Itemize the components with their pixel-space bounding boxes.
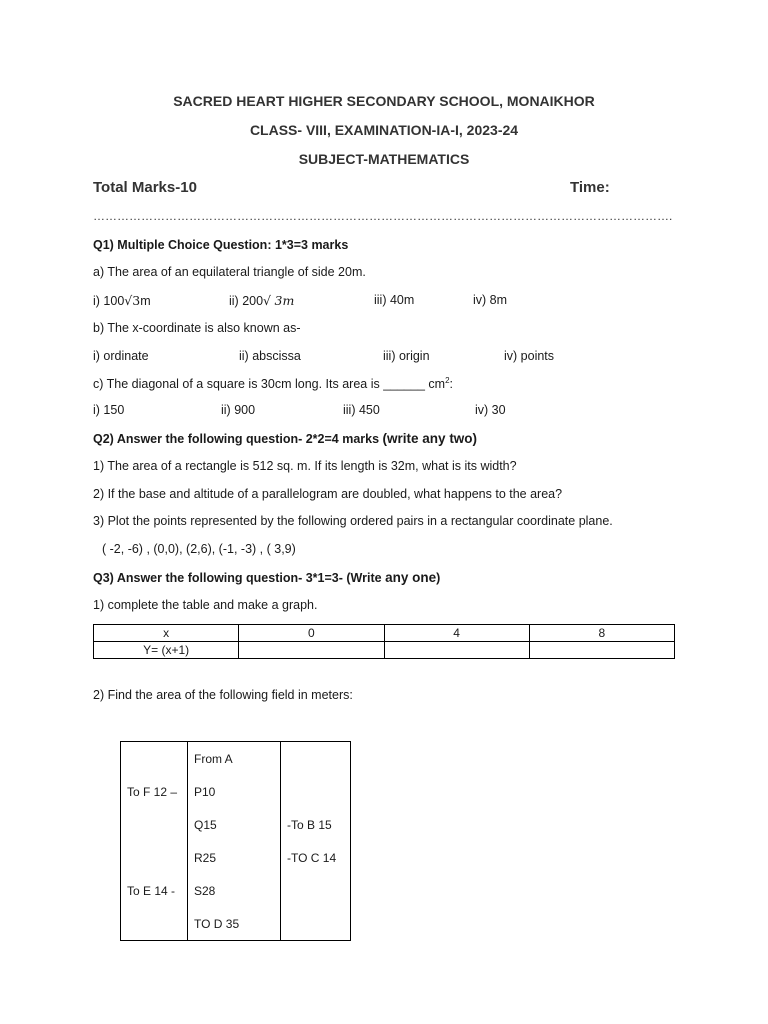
q1b-option-2: ii) abscissa xyxy=(239,349,301,363)
q2-item-3: 3) Plot the points represented by the following ordered pairs in a rectangular coordinate plane. xyxy=(93,514,613,528)
q3-title xyxy=(93,570,440,585)
q1c-option-3: iii) 450 xyxy=(343,403,380,417)
q1a-option-2 xyxy=(229,293,294,308)
table-cell xyxy=(121,808,188,841)
time-label: Time: xyxy=(570,179,610,196)
table-cell xyxy=(529,642,674,659)
table-row xyxy=(121,907,351,941)
q1a-option-1-unit: m xyxy=(140,294,151,308)
q1a-option-1 xyxy=(93,293,151,308)
q1b-option-3: iii) origin xyxy=(383,349,430,363)
q1a-option-1-prefix: i) 100 xyxy=(93,294,125,308)
table-row xyxy=(121,874,351,907)
q2-title xyxy=(93,431,477,446)
q1c-text-main: c) The diagonal of a square is 30cm long. Its area is ______ cm xyxy=(93,377,446,392)
table-cell xyxy=(239,642,384,659)
q3-title-emphasis: any one xyxy=(385,570,437,585)
table-cell xyxy=(281,775,351,808)
q1c-text-end: : xyxy=(449,377,453,392)
class-exam-line: CLASS- VIII, EXAMINATION-IA-I, 2023-24 xyxy=(249,122,519,138)
table-cell xyxy=(281,874,351,907)
q3-item-2: 2) Find the area of the following field in meters: xyxy=(93,688,353,702)
table-row xyxy=(121,775,351,808)
q3-item-1: 1) complete the table and make a graph. xyxy=(93,598,318,612)
q3-title-end: ) xyxy=(436,571,441,585)
separator-line: ………………………………………………………………………………………………………………………………. xyxy=(93,209,673,223)
q1-title: Q1) Multiple Choice Question: 1*3=3 marks xyxy=(93,238,349,252)
q1a-option-2-prefix: ii) 200 xyxy=(229,294,264,308)
superscript-2: 2 xyxy=(445,376,450,385)
table-cell: TO D 35 xyxy=(188,907,281,941)
field-book-table xyxy=(120,741,351,941)
table-cell: To E 14 - xyxy=(121,874,188,907)
q1a-option-4: iv) 8m xyxy=(473,293,508,307)
table-row xyxy=(94,642,675,659)
q2-ordered-pairs: ( -2, -6) , (0,0), (2,6), (-1, -3) , ( 3,9) xyxy=(102,542,296,556)
q1b-option-4: iv) points xyxy=(504,349,555,363)
q1c-option-2: ii) 900 xyxy=(221,403,256,417)
table-cell xyxy=(384,642,529,659)
table-row xyxy=(94,625,675,642)
sqrt-symbol: √3 xyxy=(124,293,141,308)
q1a-option-3: iii) 40m xyxy=(374,293,415,307)
q1c-option-4: iv) 30 xyxy=(475,403,506,417)
table-cell: To F 12 – xyxy=(121,775,188,808)
q1b-option-1: i) ordinate xyxy=(93,349,149,363)
total-marks: Total Marks-10 xyxy=(93,179,197,196)
q2-title-emphasis: (write any two) xyxy=(382,431,478,446)
table-cell: -TO C 14 xyxy=(281,841,351,874)
q3-title-main: Q3) Answer the following question- 3*1=3- (Write xyxy=(93,571,386,585)
q1b-text: b) The x-coordinate is also known as- xyxy=(93,321,301,335)
school-name: SACRED HEART HIGHER SECONDARY SCHOOL, MONAIKHOR xyxy=(173,93,595,109)
table-cell: R25 xyxy=(188,841,281,874)
table-row xyxy=(121,841,351,874)
q1a-text: a) The area of an equilateral triangle of side 20m. xyxy=(93,265,366,279)
table-cell: 4 xyxy=(384,625,529,642)
table-cell: Q15 xyxy=(188,808,281,841)
table-row xyxy=(121,742,351,776)
xy-value-table xyxy=(93,624,675,659)
table-cell xyxy=(121,841,188,874)
q1c-option-1: i) 150 xyxy=(93,403,125,417)
table-cell: -To B 15 xyxy=(281,808,351,841)
table-cell xyxy=(281,742,351,776)
q2-item-1: 1) The area of a rectangle is 512 sq. m. If its length is 32m, what is its width? xyxy=(93,459,517,473)
table-cell xyxy=(121,742,188,776)
table-cell: S28 xyxy=(188,874,281,907)
subject-line: SUBJECT-MATHEMATICS xyxy=(298,151,470,167)
table-cell: From A xyxy=(188,742,281,776)
table-cell: Y= (x+1) xyxy=(94,642,239,659)
table-cell xyxy=(281,907,351,941)
q2-item-2: 2) If the base and altitude of a parallelogram are doubled, what happens to the area? xyxy=(93,487,563,501)
table-row xyxy=(121,808,351,841)
table-cell: x xyxy=(94,625,239,642)
q1c-text xyxy=(93,376,453,391)
q1a-option-2-math: 3m xyxy=(274,293,295,308)
table-cell: 0 xyxy=(239,625,384,642)
sqrt-symbol: √ xyxy=(263,293,272,308)
table-cell: P10 xyxy=(188,775,281,808)
q2-title-main: Q2) Answer the following question- 2*2=4 marks xyxy=(93,432,383,446)
table-cell xyxy=(121,907,188,941)
table-cell: 8 xyxy=(529,625,674,642)
